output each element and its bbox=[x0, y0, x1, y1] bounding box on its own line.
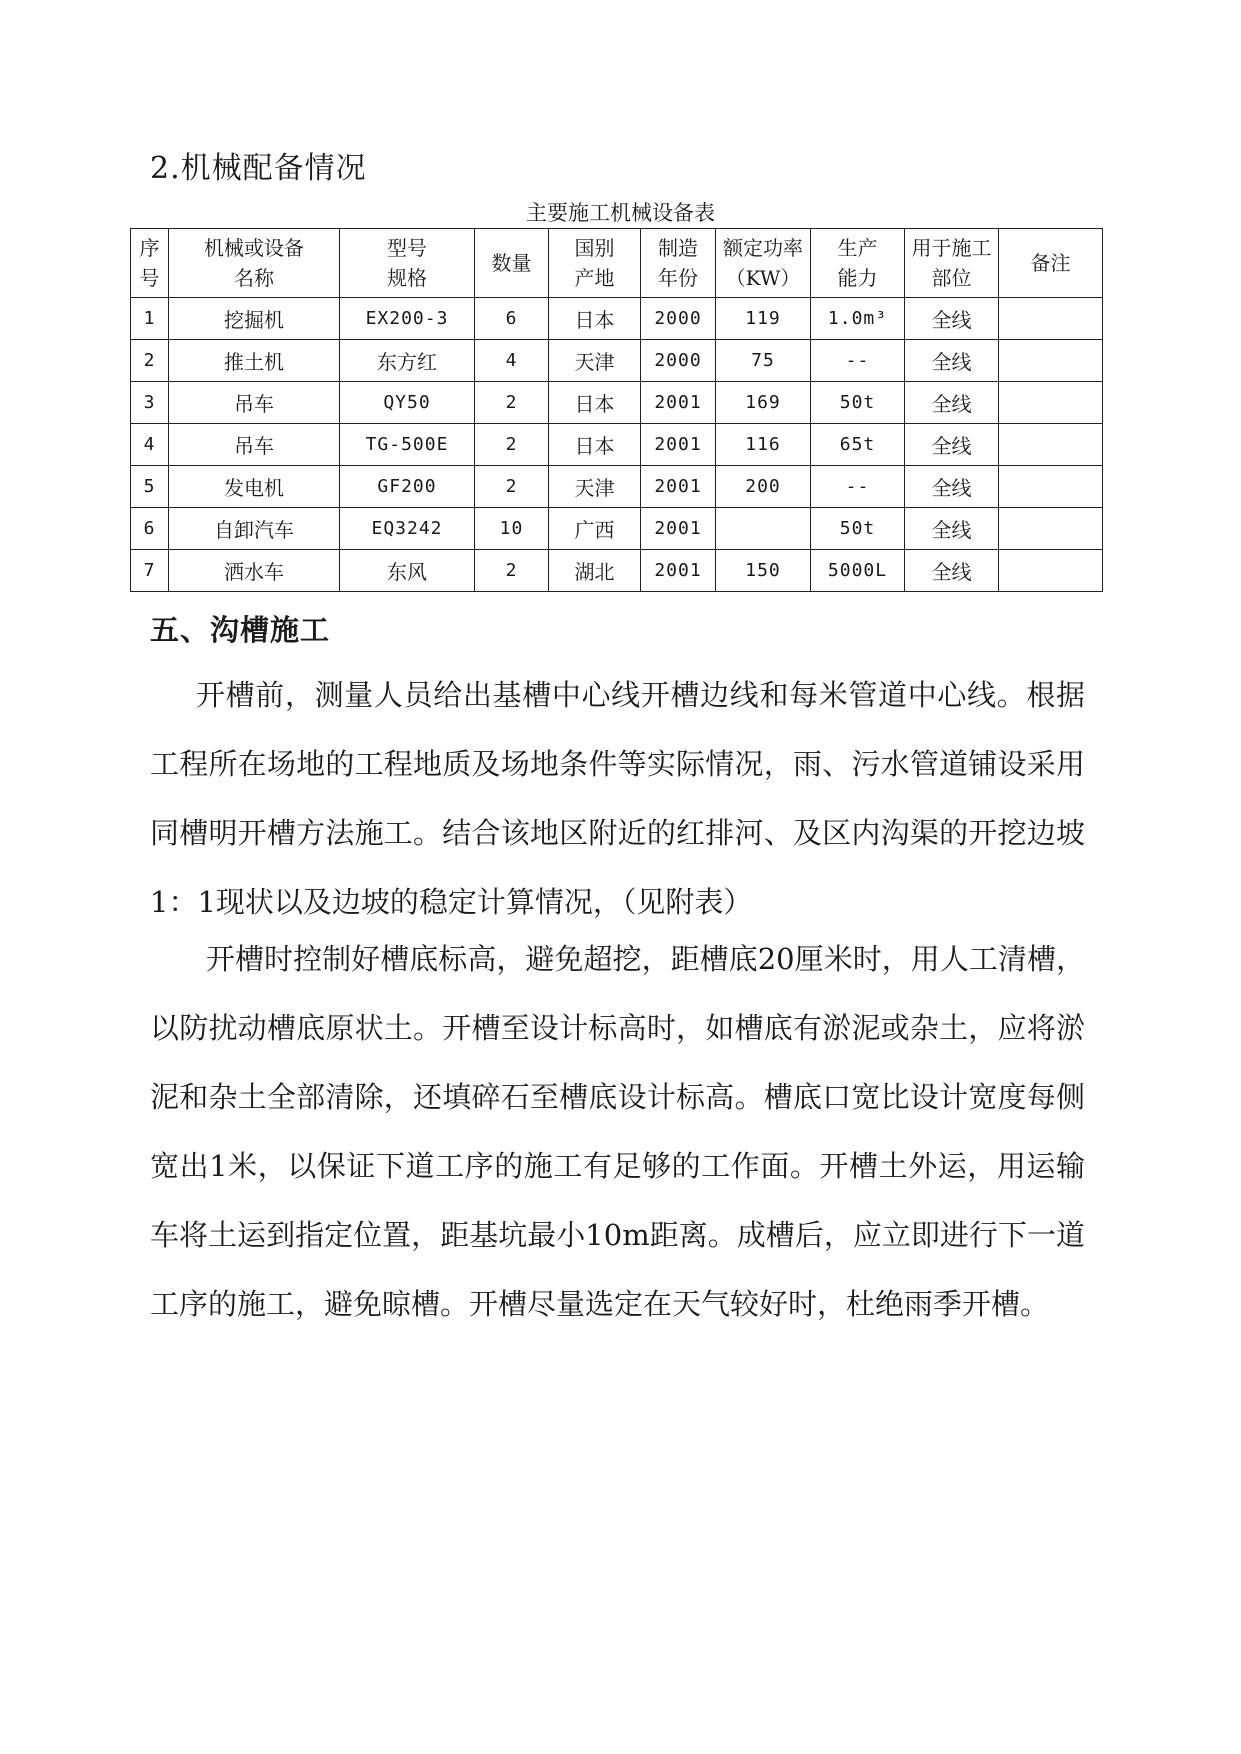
cell-remarks bbox=[999, 508, 1103, 550]
cell-quantity: 2 bbox=[475, 424, 549, 466]
cell-year: 2000 bbox=[641, 298, 716, 340]
cell-seq: 6 bbox=[131, 508, 169, 550]
cell-usage: 全线 bbox=[905, 340, 999, 382]
cell-year: 2001 bbox=[641, 424, 716, 466]
table-row bbox=[131, 340, 1103, 382]
cell-seq: 3 bbox=[131, 382, 169, 424]
cell-model: GF200 bbox=[340, 466, 475, 508]
cell-name: 挖掘机 bbox=[169, 298, 340, 340]
cell-seq: 5 bbox=[131, 466, 169, 508]
header-cell-capacity: 生产 能力 bbox=[811, 229, 905, 298]
cell-capacity: -- bbox=[811, 340, 905, 382]
cell-quantity: 2 bbox=[475, 550, 549, 592]
cell-power: 119 bbox=[716, 298, 811, 340]
cell-name: 吊车 bbox=[169, 382, 340, 424]
header-cell-model: 型号 规格 bbox=[340, 229, 475, 298]
header-cell-usage: 用于施工 部位 bbox=[905, 229, 999, 298]
cell-usage: 全线 bbox=[905, 550, 999, 592]
cell-year: 2001 bbox=[641, 382, 716, 424]
cell-origin: 湖北 bbox=[549, 550, 641, 592]
cell-origin: 日本 bbox=[549, 298, 641, 340]
header-cell-power: 额定功率 （KW） bbox=[716, 229, 811, 298]
cell-year: 2001 bbox=[641, 550, 716, 592]
table-row bbox=[131, 382, 1103, 424]
cell-seq: 4 bbox=[131, 424, 169, 466]
cell-quantity: 2 bbox=[475, 466, 549, 508]
table-row bbox=[131, 508, 1103, 550]
cell-capacity: 65t bbox=[811, 424, 905, 466]
cell-name: 自卸汽车 bbox=[169, 508, 340, 550]
cell-power: 75 bbox=[716, 340, 811, 382]
header-cell-seq: 序 号 bbox=[131, 229, 169, 298]
cell-year: 2000 bbox=[641, 340, 716, 382]
cell-remarks bbox=[999, 340, 1103, 382]
cell-model: 东方红 bbox=[340, 340, 475, 382]
cell-year: 2001 bbox=[641, 508, 716, 550]
body-paragraph: 开槽时控制好槽底标高，避免超挖，距槽底20厘米时，用人工清槽，以防扰动槽底原状土。开槽至设计标高时，如槽底有淤泥或杂土，应将淤泥和杂土全部清除，还填碎石至槽底设计标高。槽底口宽比设计宽度每侧宽出1米，以保证下道工序的施工有足够的工作面。开槽土外运，用运输车将土运到指定位置，距基坑最小10m距离。成槽后，应立即进行下一道工序的施工，避免晾槽。开槽尽量选定在天气较好时，杜绝雨季开槽。 bbox=[150, 942, 1085, 1321]
cell-seq: 7 bbox=[131, 550, 169, 592]
table-caption: 主要施工机械设备表 bbox=[526, 201, 715, 225]
cell-model: EQ3242 bbox=[340, 508, 475, 550]
cell-capacity: 5000L bbox=[811, 550, 905, 592]
subheading-machinery: 2.机械配备情况 bbox=[150, 151, 367, 186]
cell-usage: 全线 bbox=[905, 508, 999, 550]
cell-model: 东风 bbox=[340, 550, 475, 592]
header-cell-quantity: 数量 bbox=[475, 229, 549, 298]
cell-model: TG-500E bbox=[340, 424, 475, 466]
cell-name: 吊车 bbox=[169, 424, 340, 466]
cell-capacity: 1.0m³ bbox=[811, 298, 905, 340]
equipment-table bbox=[130, 228, 1103, 592]
cell-power: 169 bbox=[716, 382, 811, 424]
body-paragraph: 开槽前，测量人员给出基槽中心线开槽边线和每米管道中心线。根据工程所在场地的工程地质及场地条件等实际情况，雨、污水管道铺设采用同槽明开槽方法施工。结合该地区附近的红排河、及区内沟渠的开挖边坡1：1现状以及边坡的稳定计算情况，（见附表） bbox=[150, 678, 1085, 919]
table-row bbox=[131, 298, 1103, 340]
cell-name: 发电机 bbox=[169, 466, 340, 508]
cell-quantity: 6 bbox=[475, 298, 549, 340]
table-row bbox=[131, 424, 1103, 466]
cell-power bbox=[716, 508, 811, 550]
header-cell-name: 机械或设备 名称 bbox=[169, 229, 340, 298]
cell-usage: 全线 bbox=[905, 298, 999, 340]
cell-remarks bbox=[999, 424, 1103, 466]
cell-quantity: 2 bbox=[475, 382, 549, 424]
cell-capacity: -- bbox=[811, 466, 905, 508]
cell-capacity: 50t bbox=[811, 508, 905, 550]
cell-seq: 1 bbox=[131, 298, 169, 340]
cell-power: 116 bbox=[716, 424, 811, 466]
cell-usage: 全线 bbox=[905, 466, 999, 508]
cell-seq: 2 bbox=[131, 340, 169, 382]
cell-model: QY50 bbox=[340, 382, 475, 424]
cell-name: 洒水车 bbox=[169, 550, 340, 592]
table-header-row bbox=[131, 229, 1103, 298]
cell-remarks bbox=[999, 298, 1103, 340]
cell-capacity: 50t bbox=[811, 382, 905, 424]
table-row bbox=[131, 466, 1103, 508]
cell-name: 推土机 bbox=[169, 340, 340, 382]
header-cell-year: 制造 年份 bbox=[641, 229, 716, 298]
cell-origin: 天津 bbox=[549, 466, 641, 508]
cell-year: 2001 bbox=[641, 466, 716, 508]
cell-origin: 日本 bbox=[549, 424, 641, 466]
header-cell-origin: 国别 产地 bbox=[549, 229, 641, 298]
cell-power: 200 bbox=[716, 466, 811, 508]
cell-quantity: 4 bbox=[475, 340, 549, 382]
cell-usage: 全线 bbox=[905, 382, 999, 424]
cell-remarks bbox=[999, 466, 1103, 508]
cell-power: 150 bbox=[716, 550, 811, 592]
cell-model: EX200-3 bbox=[340, 298, 475, 340]
cell-origin: 天津 bbox=[549, 340, 641, 382]
cell-quantity: 10 bbox=[475, 508, 549, 550]
cell-origin: 广西 bbox=[549, 508, 641, 550]
section-heading: 五、沟槽施工 bbox=[150, 613, 331, 647]
cell-origin: 日本 bbox=[549, 382, 641, 424]
cell-usage: 全线 bbox=[905, 424, 999, 466]
cell-remarks bbox=[999, 382, 1103, 424]
table-row bbox=[131, 550, 1103, 592]
header-cell-remarks: 备注 bbox=[999, 229, 1103, 298]
cell-remarks bbox=[999, 550, 1103, 592]
